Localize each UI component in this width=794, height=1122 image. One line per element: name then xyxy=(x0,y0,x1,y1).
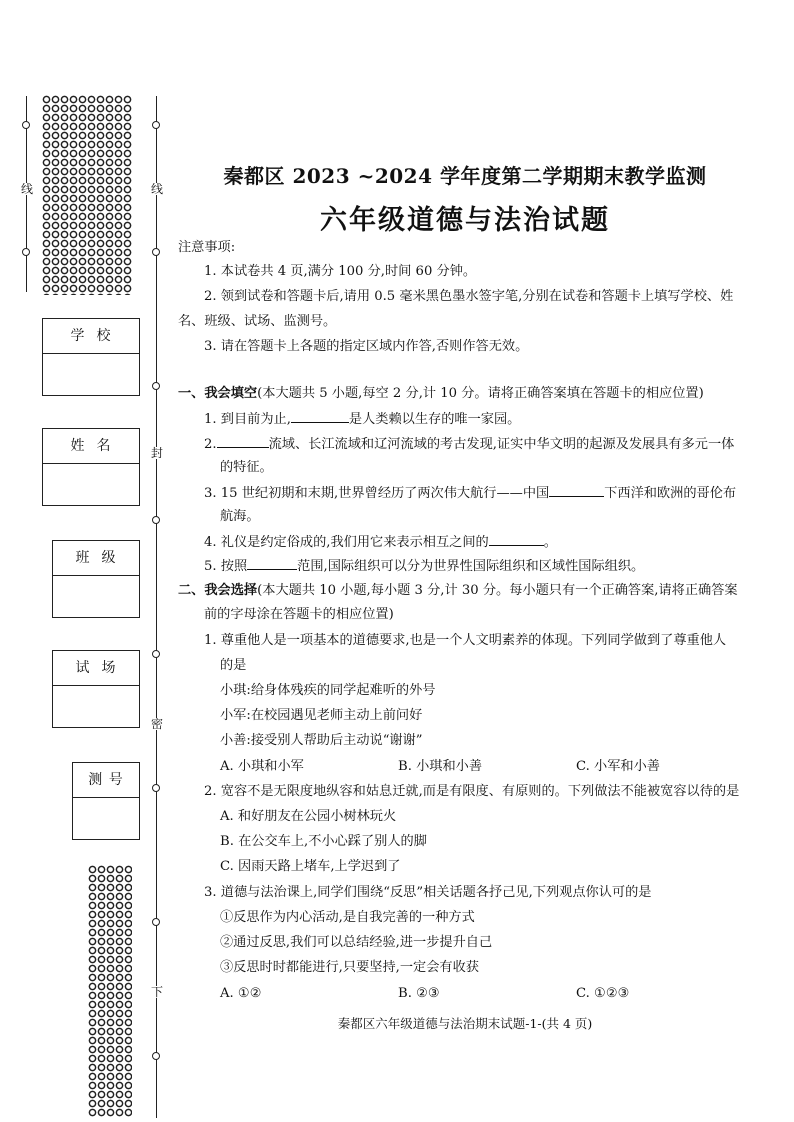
section1-heading-bold: 一、我会填空 xyxy=(178,386,258,401)
binding-ring xyxy=(152,918,160,926)
section2-heading-bold: 二、我会选择 xyxy=(178,583,258,598)
choice-option-c[interactable]: C. 小军和小善 xyxy=(576,759,660,774)
exam-room-label: 试 场 xyxy=(53,651,139,686)
exam-header-title: 秦都区 2023 ~2024 学年度第二学期期末教学监测 xyxy=(223,164,707,188)
choice-option-c[interactable]: C. ①②③ xyxy=(576,986,630,1001)
notice-item: 1. 本试卷共 4 页,满分 100 分,时间 60 分钟。 xyxy=(204,264,477,279)
choice-option-b[interactable]: B. 在公交车上,不小心踩了别人的脚 xyxy=(220,834,427,849)
name-field[interactable] xyxy=(42,428,140,506)
binding-ring xyxy=(22,248,30,256)
fill-question-2: 2. 流域、长江流域和辽河流域的考古发现,证实中华文明的起源及发展具有多元一体 xyxy=(204,437,735,452)
choice-question-1-line: 小善:接受别人帮助后主动说“谢谢” xyxy=(220,733,423,748)
notice-item: 名、班级、试场、监测号。 xyxy=(178,314,337,329)
choice-question-3-line: ③反思时时都能进行,只要坚持,一定会有收获 xyxy=(220,960,479,975)
name-label: 姓 名 xyxy=(43,429,139,464)
class-field[interactable] xyxy=(52,540,140,618)
notice-item: 2. 领到试卷和答题卡后,请用 0.5 毫米黑色墨水签字笔,分别在试卷和答题卡上填写学校、姓 xyxy=(204,289,734,304)
binding-char-line: 线 xyxy=(150,182,163,196)
school-field[interactable] xyxy=(42,318,140,396)
section2-heading-cont: 前的字母涂在答题卡的相应位置) xyxy=(204,607,394,622)
dot-pattern-bottom-left xyxy=(88,865,132,1117)
fill-question-4: 4. 礼仪是约定俗成的,我们用它来表示相互之间的 。 xyxy=(204,535,557,550)
binding-char-bottom: 下 xyxy=(150,985,163,999)
binding-ring xyxy=(152,248,160,256)
section1-heading xyxy=(178,385,704,403)
fill-question-2-cont: 的特征。 xyxy=(220,460,273,475)
notice-heading: 注意事项: xyxy=(178,240,236,255)
fill-question-5: 5. 按照 范围,国际组织可以分为世界性国际组织和区域性国际组织。 xyxy=(204,559,645,574)
choice-option-a[interactable]: A. ①② xyxy=(220,986,262,1001)
binding-char-dense: 密 xyxy=(150,717,163,731)
binding-ring xyxy=(152,784,160,792)
choice-question-3-stem: 3. 道德与法治课上,同学们围绕“反思”相关话题各抒己见,下列观点你认可的是 xyxy=(204,885,652,900)
binding-ring xyxy=(152,382,160,390)
dot-pattern-top-left xyxy=(42,95,132,295)
answer-blank[interactable] xyxy=(291,410,349,423)
binding-ring xyxy=(152,121,160,129)
binding-char-seal: 封 xyxy=(150,446,163,460)
fill-question-1: 1. 到目前为止, 是人类赖以生存的唯一家园。 xyxy=(204,412,521,427)
binding-ring xyxy=(152,516,160,524)
class-label: 班 级 xyxy=(53,541,139,576)
choice-option-a[interactable]: A. 和好朋友在公园小树林玩火 xyxy=(220,809,397,824)
school-label: 学 校 xyxy=(43,319,139,354)
choice-question-3-line: ②通过反思,我们可以总结经验,进一步提升自己 xyxy=(220,935,493,950)
section1-heading-text: (本大题共 5 小题,每空 2 分,计 10 分。请将正确答案填在答题卡的相应位置) xyxy=(257,386,704,401)
section2-heading-text: (本大题共 10 小题,每小题 3 分,计 30 分。每小题只有一个正确答案,请将正确答案 xyxy=(257,583,738,598)
binding-ring xyxy=(152,1052,160,1060)
answer-blank[interactable] xyxy=(247,557,297,570)
choice-option-a[interactable]: A. 小琪和小军 xyxy=(220,759,304,774)
choice-option-b[interactable]: B. ②③ xyxy=(398,986,440,1001)
page-footer: 秦都区六年级道德与法治期末试题-1-(共 4 页) xyxy=(337,1016,593,1031)
choice-question-2-stem: 2. 宽容不是无限度地纵容和姑息迁就,而是有限度、有原则的。下列做法不能被宽容以待的是 xyxy=(204,784,740,799)
answer-blank[interactable] xyxy=(489,533,544,546)
choice-question-1-stem: 1. 尊重他人是一项基本的道德要求,也是一个人文明素养的体现。下列同学做到了尊重他人 xyxy=(204,633,727,648)
fill-question-3-cont: 航海。 xyxy=(220,509,260,524)
choice-question-1-line: 小琪:给身体残疾的同学起难听的外号 xyxy=(220,683,436,698)
binding-ring xyxy=(22,121,30,129)
binding-char-line: 线 xyxy=(20,182,33,196)
choice-question-3-line: ①反思作为内心活动,是自我完善的一种方式 xyxy=(220,910,475,925)
notice-item: 3. 请在答题卡上各题的指定区域内作答,否则作答无效。 xyxy=(204,339,529,354)
choice-question-1-stem-cont: 的是 xyxy=(220,658,247,673)
answer-blank[interactable] xyxy=(549,484,604,497)
binding-ring xyxy=(152,650,160,658)
section2-heading xyxy=(178,582,776,600)
test-number-field[interactable] xyxy=(72,762,140,840)
exam-subject-title: 六年级道德与法治试题 xyxy=(320,205,610,236)
exam-room-field[interactable] xyxy=(52,650,140,728)
fill-question-3: 3. 15 世纪初期和末期,世界曾经历了两次伟大航行——中国 下西洋和欧洲的哥伦布 xyxy=(204,486,737,501)
test-number-label: 测 号 xyxy=(73,763,139,798)
choice-question-1-line: 小军:在校园遇见老师主动上前问好 xyxy=(220,708,423,723)
choice-option-c[interactable]: C. 因雨天路上堵车,上学迟到了 xyxy=(220,859,401,874)
answer-blank[interactable] xyxy=(217,435,269,448)
choice-option-b[interactable]: B. 小琪和小善 xyxy=(398,759,483,774)
